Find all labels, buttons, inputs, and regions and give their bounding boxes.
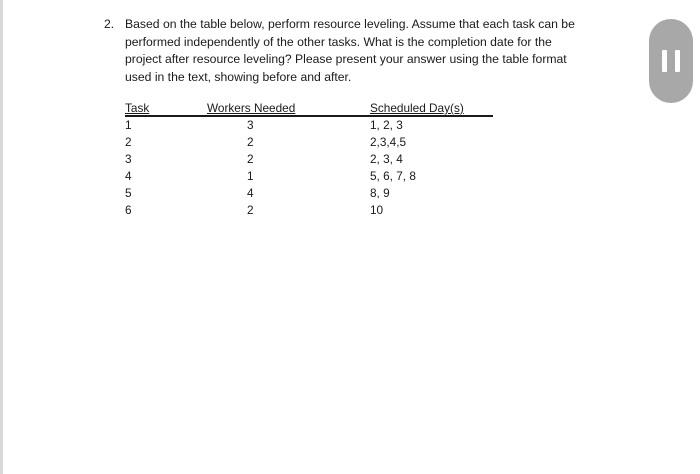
task-cell: 4	[125, 169, 132, 183]
question-line: performed independently of the other tasks. What is the completion date for the	[125, 34, 552, 49]
question-number: 2.	[104, 17, 115, 31]
workers-cell: 2	[247, 135, 254, 149]
pause-button[interactable]	[649, 19, 693, 103]
days-cell: 1, 2, 3	[370, 118, 403, 132]
task-cell: 5	[125, 186, 132, 200]
header-scheduled-days: Scheduled Day(s)	[370, 101, 464, 115]
task-cell: 2	[125, 135, 132, 149]
question-line: used in the text, showing before and after.	[125, 69, 352, 84]
page-edge	[0, 0, 3, 474]
workers-cell: 2	[247, 152, 254, 166]
header-rule	[125, 115, 493, 117]
header-task: Task	[125, 101, 150, 115]
workers-cell: 3	[247, 118, 254, 132]
question-line: project after resource leveling? Please present your answer using the table format	[125, 52, 567, 66]
question-text	[125, 16, 604, 86]
workers-cell: 4	[247, 186, 254, 200]
days-cell: 10	[370, 203, 384, 217]
days-cell: 2, 3, 4	[370, 152, 403, 166]
days-cell: 8, 9	[370, 186, 390, 200]
pause-icon	[675, 50, 680, 72]
question-line: Based on the table below, perform resource leveling. Assume that each task can be	[125, 17, 575, 31]
days-cell: 5, 6, 7, 8	[370, 169, 416, 183]
workers-cell: 1	[247, 169, 254, 183]
task-cell: 1	[125, 118, 132, 132]
header-workers-needed: Workers Needed	[207, 101, 296, 115]
task-cell: 6	[125, 203, 132, 217]
days-cell: 2,3,4,5	[370, 135, 407, 149]
pause-icon	[662, 50, 667, 72]
workers-cell: 2	[247, 203, 254, 217]
question-block	[104, 16, 604, 86]
task-cell: 3	[125, 152, 132, 166]
